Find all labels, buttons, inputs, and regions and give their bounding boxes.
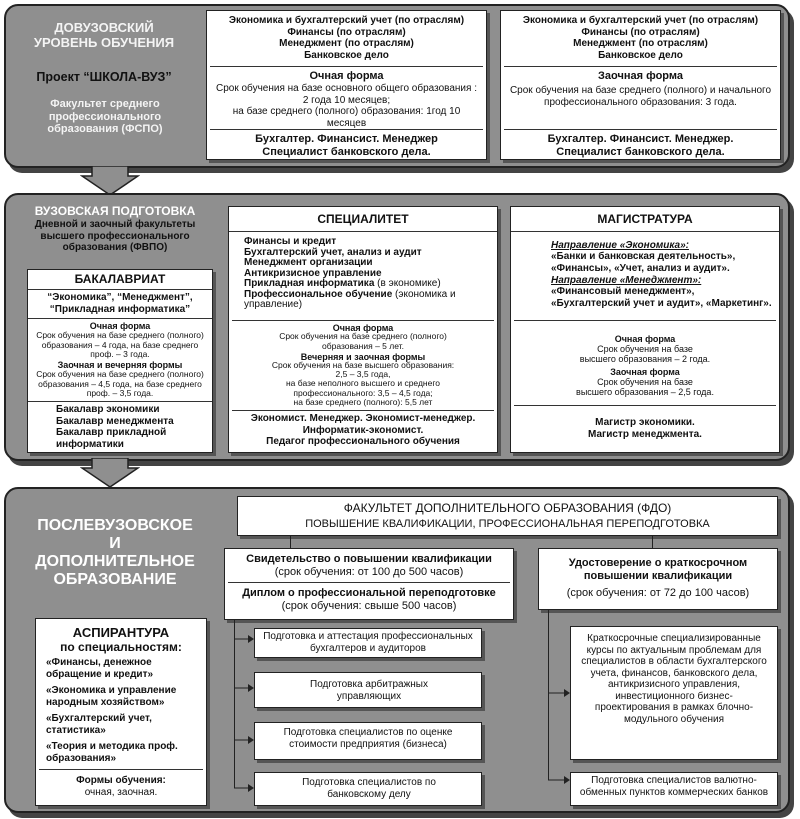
fspo-fulltime-box bbox=[206, 10, 487, 160]
project-title: Проект “ШКОЛА-ВУЗ” bbox=[36, 70, 172, 84]
pre-level-title: ДОВУЗОВСКИЙ УРОВЕНЬ ОБУЧЕНИЯ bbox=[33, 20, 175, 50]
bachelor-form2-title: Заочная и вечерняя формы bbox=[57, 360, 183, 370]
master-dir2-title: Направление «Менеджмент»: bbox=[551, 275, 702, 286]
specialist-form1-text: Срок обучения на базе среднего (полного) образования – 5 лет. bbox=[279, 331, 447, 351]
bachelor-title: БАКАЛАВРИАТ bbox=[74, 272, 166, 286]
flow-arrow-icon bbox=[80, 166, 140, 196]
master-quals: Магистр экономики. Магистр менеджмента. bbox=[588, 417, 702, 440]
program-label: Краткосрочные специализированные курсы по актуальным проблемам для специалистов в области бухгалтерского учета, финансов, банковского дела, антикризисного управления, инвестиционного бизнес-проектирования в рамках блочно-модульного обучения bbox=[581, 633, 767, 725]
flow-arrow-icon bbox=[80, 458, 140, 488]
branch-arrow-icon bbox=[234, 735, 254, 745]
specialist-item: Финансы и кредит bbox=[244, 236, 337, 247]
fspo-correspondence-quals: Бухгалтер. Финансист. Менеджер. Специалист банковского дела. bbox=[547, 133, 734, 158]
cert3-title: Удостоверение о краткосрочном повышении квалификации bbox=[568, 557, 748, 582]
master-title: МАГИСТРАТУРА bbox=[597, 212, 693, 226]
branch-arrow-icon bbox=[548, 688, 570, 698]
specialist-item: Профессиональное обучение (экономика и управление) bbox=[244, 288, 456, 310]
fspo-fulltime-specs: Экономика и бухгалтерский учет (по отраслям) Финансы (по отраслям) Менеджмент (по отраслям) Банковское дело bbox=[228, 15, 465, 61]
aspirantura-item: «Финансы, денежное обращение и кредит» bbox=[46, 657, 154, 680]
uni-subtitle: Дневной и заочный факультеты высшего профессионального образования (ФВПО) bbox=[34, 219, 196, 253]
specialist-quals: Экономист. Менеджер. Экономист-менеджер. Информатик-экономист. Педагог профессионального обучения bbox=[250, 413, 476, 447]
fspo-fulltime-form-title: Очная форма bbox=[309, 70, 384, 82]
bachelor-box bbox=[27, 269, 213, 453]
bachelor-quals: Бакалавр экономики Бакалавр менеджмента Бакалавр прикладной информатики bbox=[56, 404, 174, 450]
master-form1-text: Срок обучения на базе высшего образования – 2 года. bbox=[579, 344, 711, 364]
branch-arrow-icon bbox=[234, 683, 254, 693]
master-dir1-text: «Банки и банковская деятельность», «Финансы», «Учет, анализ и аудит». bbox=[551, 251, 736, 274]
branch-arrow-icon bbox=[234, 783, 254, 793]
aspirantura-forms-text: очная, заочная. bbox=[84, 787, 158, 798]
cert1-text: (срок обучения: от 100 до 500 часов) bbox=[274, 566, 464, 578]
master-dir1-title: Направление «Экономика»: bbox=[551, 240, 689, 251]
fdo-title: ФАКУЛЬТЕТ ДОПОЛНИТЕЛЬНОГО ОБРАЗОВАНИЯ (ФДО) bbox=[343, 501, 672, 515]
master-dir2-text: «Финансовый менеджмент», «Бухгалтерский учет и аудит», «Маркетинг». bbox=[551, 286, 772, 309]
fspo-correspondence-form-text: Срок обучения на базе среднего (полного) и начального профессионального образования: 3 года. bbox=[509, 85, 772, 108]
post-title: ПОСЛЕВУЗОВСКОЕ И ДОПОЛНИТЕЛЬНОЕ ОБРАЗОВАНИЕ bbox=[35, 517, 195, 588]
fspo-correspondence-box bbox=[500, 10, 781, 160]
bachelor-form1-title: Очная форма bbox=[89, 321, 151, 331]
program-label: Подготовка и аттестация профессиональных бухгалтеров и аудиторов bbox=[263, 631, 473, 654]
program-box bbox=[254, 672, 482, 708]
program-label: Подготовка специалистов по банковскому делу bbox=[302, 777, 436, 800]
fspo-faculty: Факультет среднего профессионального образования (ФСПО) bbox=[47, 98, 163, 135]
branch-arrow-icon bbox=[234, 634, 254, 644]
program-box bbox=[254, 772, 482, 806]
aspirantura-subtitle: по специальностям: bbox=[60, 640, 182, 654]
specialist-list bbox=[244, 237, 492, 311]
fspo-fulltime-form-text: Срок обучения на базе основного общего образования : 2 года 10 месяцев; на базе среднего (полного) образования: 1год 10 месяцев bbox=[216, 83, 477, 129]
specialist-form1-title: Очная форма bbox=[332, 323, 394, 333]
cert1-title: Свидетельство о повышении квалификации bbox=[246, 553, 492, 565]
fspo-fulltime-quals: Бухгалтер. Финансист. Менеджер Специалист банковского дела. bbox=[255, 133, 438, 158]
aspirantura-item: «Экономика и управление народным хозяйством» bbox=[46, 685, 177, 708]
program-label: Подготовка специалистов по оценке стоимости предприятия (бизнеса) bbox=[283, 727, 453, 750]
uni-title: ВУЗОВСКАЯ ПОДГОТОВКА bbox=[34, 204, 196, 218]
specialist-item: Прикладная информатика (в экономике) bbox=[244, 278, 441, 289]
aspirantura-box bbox=[35, 618, 207, 806]
fspo-correspondence-specs: Экономика и бухгалтерский учет (по отраслям) Финансы (по отраслям) Менеджмент (по отраслям) Банковское дело bbox=[522, 15, 759, 61]
aspirantura-item: «Теория и методика проф. образования» bbox=[46, 741, 178, 764]
master-form2-text: Срок обучения на базе высшего образования – 2,5 года. bbox=[576, 377, 714, 397]
fdo-subtitle: ПОВЫШЕНИЕ КВАЛИФИКАЦИИ, ПРОФЕССИОНАЛЬНАЯ ПЕРЕПОДГОТОВКА bbox=[305, 518, 710, 530]
fdo-box bbox=[237, 496, 778, 536]
program-label: Подготовка специалистов валютно-обменных пунктов коммерческих банков bbox=[579, 775, 769, 798]
specialist-item: Антикризисное управление bbox=[244, 267, 382, 279]
cert3-text: (срок обучения: от 72 до 100 часов) bbox=[566, 587, 750, 599]
cert2-text: (срок обучения: свыше 500 часов) bbox=[281, 600, 457, 612]
branch-arrow-icon bbox=[548, 775, 570, 785]
specialist-item: Бухгалтерский учет, анализ и аудит bbox=[244, 246, 422, 258]
aspirantura-title: АСПИРАНТУРА bbox=[72, 625, 170, 640]
bachelor-directions: “Экономика”, “Менеджмент”, “Прикладная информатика” bbox=[47, 292, 193, 315]
program-box bbox=[254, 722, 482, 760]
aspirantura-forms-title: Формы обучения: bbox=[76, 775, 166, 786]
program-box bbox=[254, 628, 482, 658]
bachelor-form1-text: Срок обучения на базе среднего (полного) образования – 4 года, на базе среднего проф. – 3 года. bbox=[36, 330, 204, 359]
qualification-certificates-box bbox=[224, 548, 514, 620]
specialist-form2-text: Срок обучения на базе высшего образования: 2,5 – 3,5 года, на базе неполного высшего и среднего профессионального: 3,5 – 4,5 года; на базе среднего (полного): 5,5 лет bbox=[271, 360, 455, 407]
cert2-title: Диплом о профессиональной переподготовке bbox=[242, 587, 496, 599]
master-form1-title: Очная форма bbox=[614, 334, 676, 344]
aspirantura-item: «Бухгалтерский учет, статистика» bbox=[46, 713, 152, 736]
master-form2-title: Заочная форма bbox=[610, 367, 680, 377]
program-box bbox=[570, 626, 778, 760]
program-box bbox=[570, 772, 778, 806]
bachelor-form2-text: Срок обучения на базе среднего (полного) образования – 4,5 года, на базе среднего проф. – 3,5 года. bbox=[36, 369, 204, 398]
specialist-form2-title: Вечерняя и заочная формы bbox=[300, 352, 426, 362]
fspo-correspondence-form-title: Заочная форма bbox=[598, 70, 683, 82]
short-course-certificate-box bbox=[538, 548, 778, 610]
program-label: Подготовка арбитражных управляющих bbox=[310, 679, 428, 702]
specialist-title: СПЕЦИАЛИТЕТ bbox=[317, 212, 409, 226]
master-box bbox=[510, 206, 780, 453]
specialist-item: Менеджмент организации bbox=[244, 257, 373, 268]
specialist-box bbox=[228, 206, 498, 453]
connector-line bbox=[234, 620, 235, 788]
